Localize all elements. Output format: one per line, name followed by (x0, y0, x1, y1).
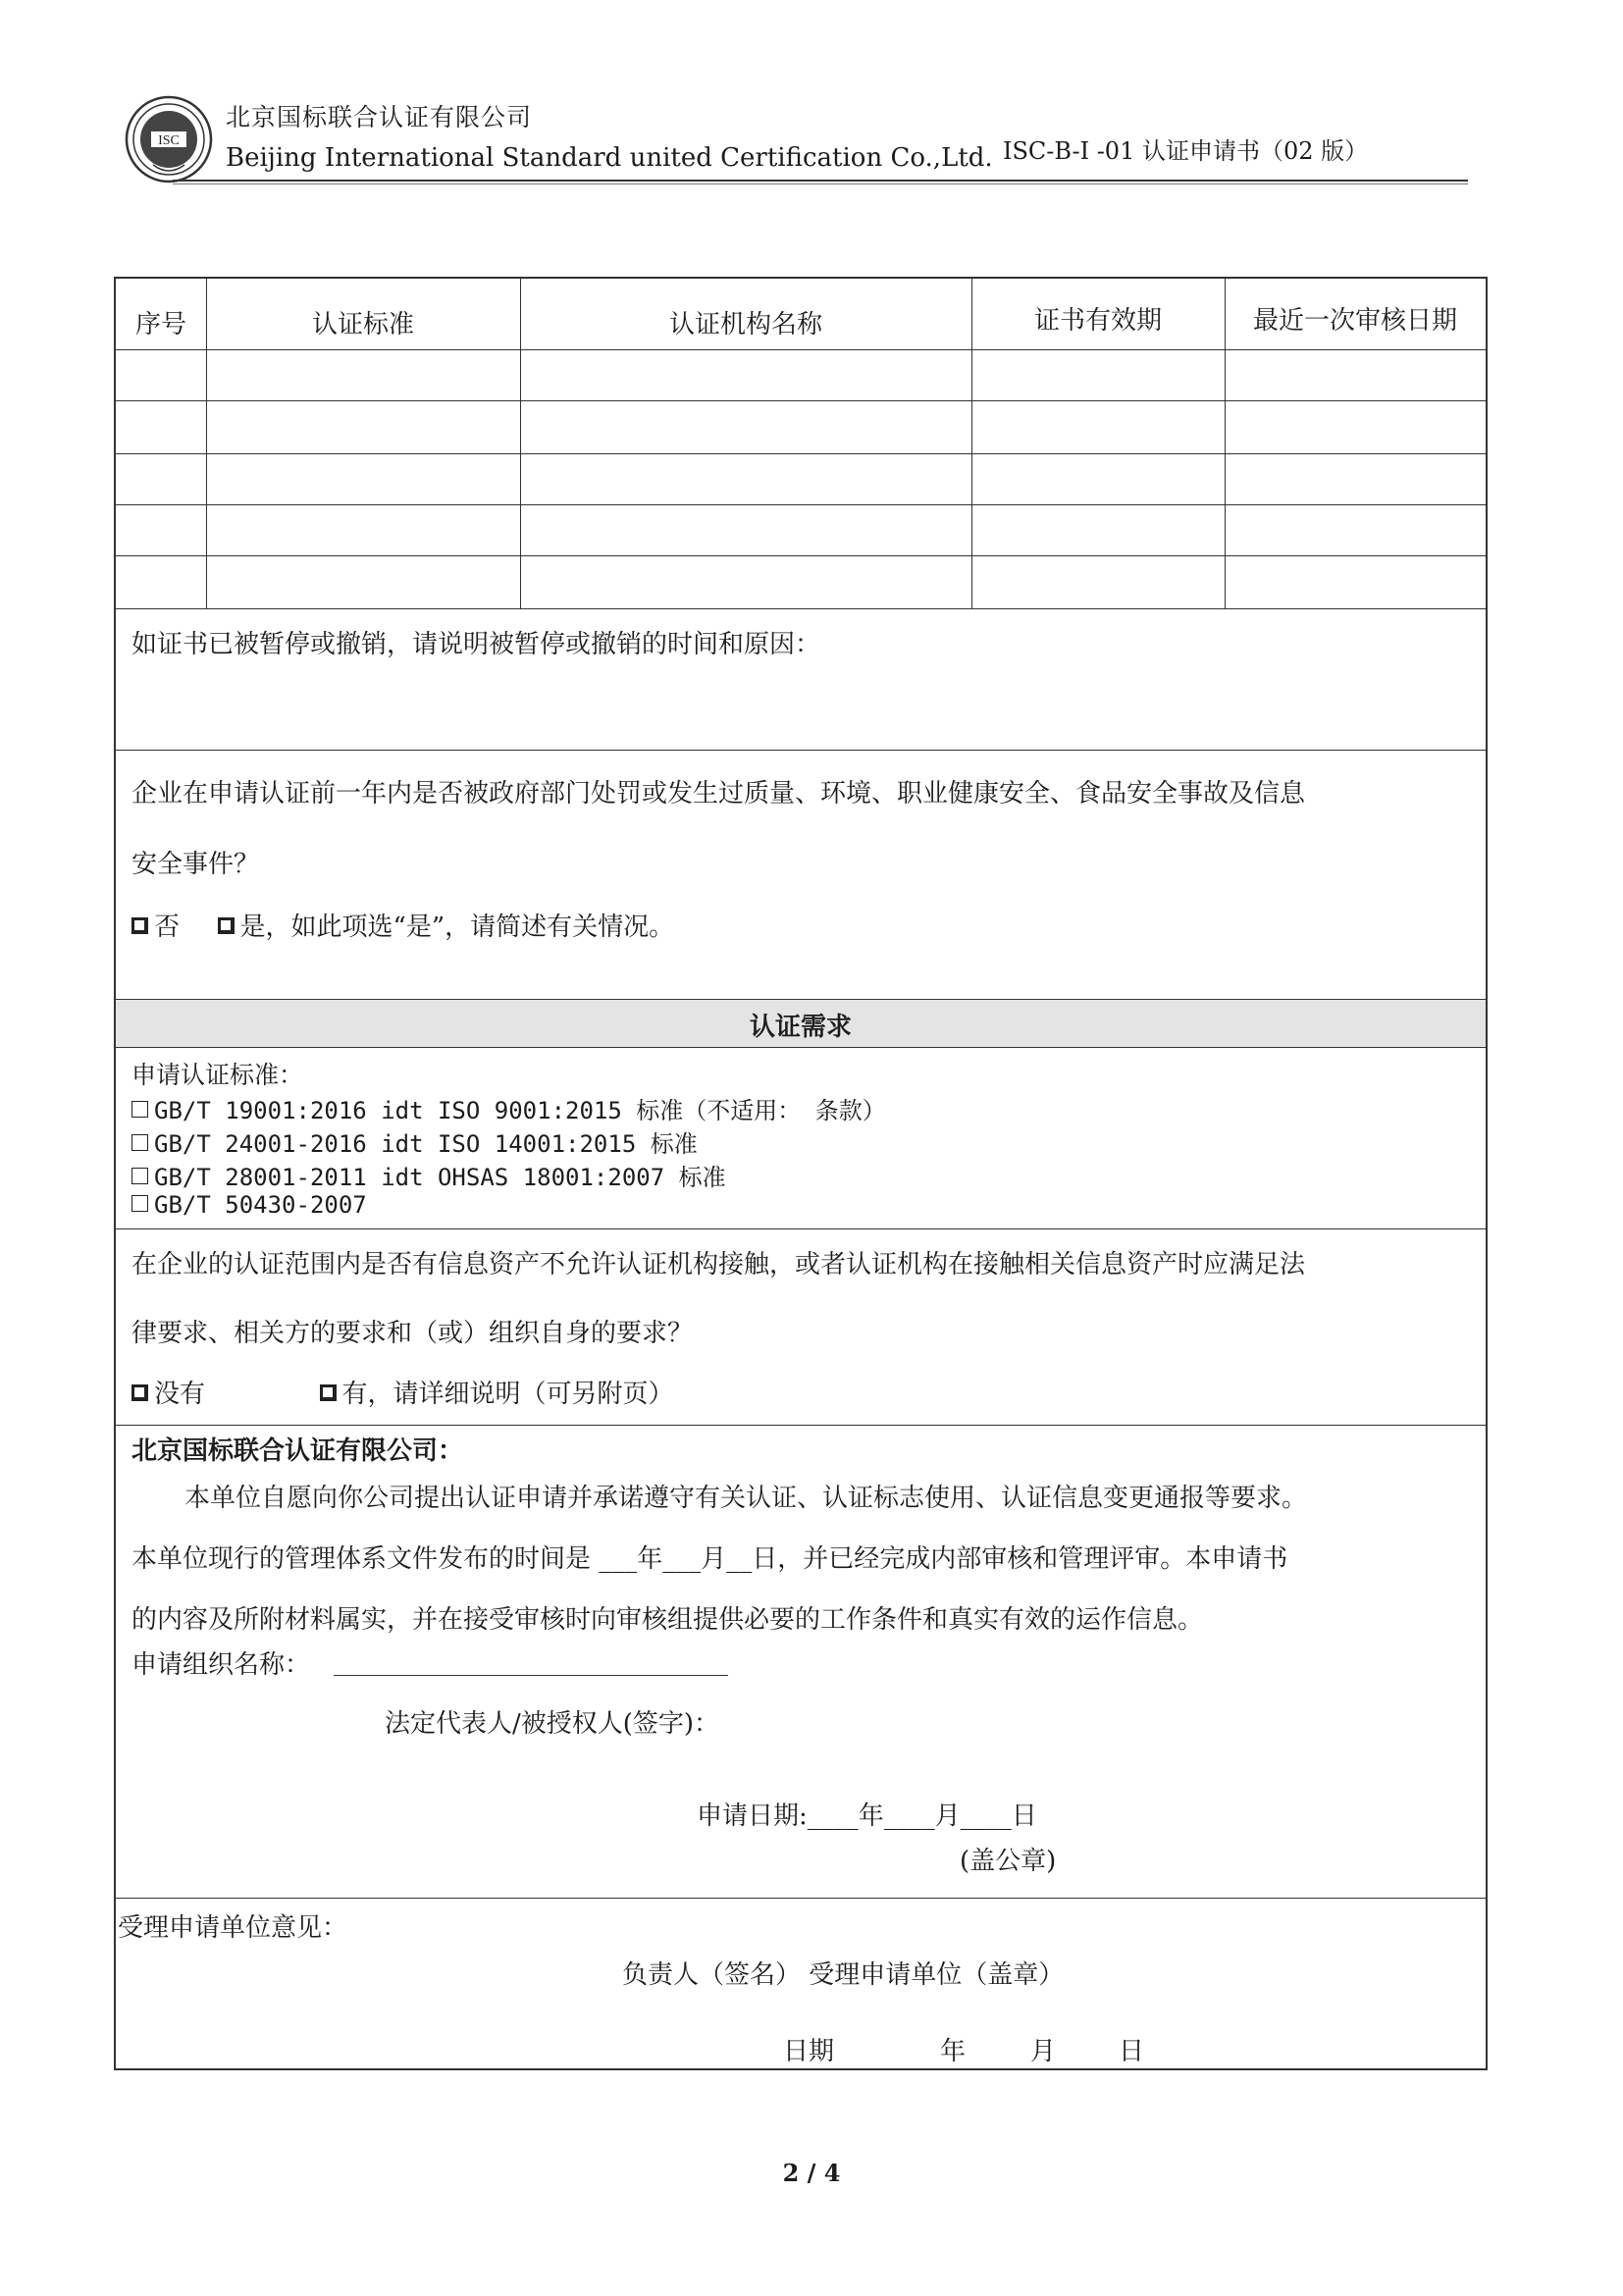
section-divider (116, 750, 1486, 751)
company-name-cn: 北京国标联合认证有限公司 (226, 103, 533, 131)
table-row-divider (116, 504, 1486, 505)
declaration-line2: 本单位现行的管理体系文件发布的时间是 ___年___月__日，并已经完成内部审核和管理评审。本申请书 (131, 1544, 1288, 1574)
section-divider (116, 1898, 1486, 1899)
acceptance-year-label: 年 (940, 2037, 967, 2066)
standard-checkbox[interactable] (131, 1134, 148, 1151)
table-row-divider (116, 453, 1486, 454)
penalty-yes-label: 是，如此项选“是”，请简述有关情况。 (239, 913, 675, 942)
column-header-body-name: 认证机构名称 (668, 310, 822, 339)
org-name-label: 申请组织名称： (131, 1650, 311, 1680)
org-name-field[interactable] (334, 1675, 728, 1676)
acceptance-date-label: 日期 (783, 2037, 835, 2066)
acceptance-month-label: 月 (1030, 2037, 1057, 2066)
info-asset-question-line2: 律要求、相关方的要求和（或）组织自身的要求？ (131, 1319, 694, 1348)
column-header-validity: 证书有效期 (1033, 306, 1162, 336)
declaration-line3: 的内容及所附材料属实，并在接受审核时向审核组提供必要的工作条件和真实有效的运作信息。 (131, 1605, 1204, 1635)
standard-checkbox[interactable] (131, 1195, 148, 1212)
table-row-divider (116, 608, 1486, 609)
logo-text: ISC (158, 133, 180, 148)
signer-label: 法定代表人/被授权人(签字)： (385, 1709, 720, 1739)
standard-option: GB/T 28001-2011 idt OHSAS 18001:2007 标准 (131, 1158, 726, 1192)
acceptance-label: 受理申请单位意见： (118, 1913, 348, 1943)
page-number: 2 / 4 (782, 2159, 841, 2187)
table-row-divider (116, 349, 1486, 350)
seal-label: (盖公章) (960, 1847, 1057, 1876)
standard-option: GB/T 50430-2007 (131, 1191, 367, 1219)
standard-option: GB/T 24001-2016 idt ISO 14001:2015 标准 (131, 1124, 698, 1159)
declaration-addressee: 北京国标联合认证有限公司： (131, 1436, 464, 1466)
info-asset-question-line1: 在企业的认证范围内是否有信息资产不允许认证机构接触，或者认证机构在接触相关信息资产时应满足法 (131, 1250, 1306, 1279)
declaration-line1: 本单位自愿向你公司提出认证申请并承诺遵守有关认证、认证标志使用、认证信息变更通报等要求。 (184, 1484, 1308, 1513)
penalty-question-line2: 安全事件？ (131, 850, 260, 879)
acceptance-sign-label: 负责人（签名） 受理申请单位（盖章） (622, 1960, 1065, 1990)
table-row-divider (116, 400, 1486, 401)
suspension-question: 如证书已被暂停或撤销，请说明被暂停或撤销的时间和原因： (131, 630, 821, 659)
penalty-options (131, 907, 674, 943)
section-divider (116, 1047, 1486, 1048)
header-rule-thin (173, 183, 1468, 184)
company-name-en: Beijing International Standard united Certification Co.,Ltd. (226, 143, 993, 173)
document-number: ISC-B-I -01 认证申请书（02 版） (1003, 137, 1369, 165)
standards-label: 申请认证标准： (131, 1061, 304, 1089)
column-header-standard: 认证标准 (311, 310, 414, 339)
penalty-yes-checkbox[interactable] (218, 917, 235, 934)
info-asset-yes-label: 有，请详细说明（可另附页） (341, 1380, 674, 1409)
certification-demand-heading: 认证需求 (749, 1013, 852, 1042)
standard-option: GB/T 19001:2016 idt ISO 9001:2015 标准（不适用： 条款） (131, 1091, 886, 1125)
penalty-no-label: 否 (154, 913, 181, 942)
column-header-seq: 序号 (134, 310, 186, 339)
info-asset-yes-checkbox[interactable] (320, 1384, 337, 1401)
section-divider (116, 1228, 1486, 1229)
application-date: 申请日期:____年____月____日 (697, 1801, 1037, 1831)
application-form (114, 277, 1488, 2070)
standard-checkbox[interactable] (131, 1101, 148, 1118)
table-row-divider (116, 555, 1486, 556)
penalty-no-checkbox[interactable] (131, 917, 148, 934)
acceptance-day-label: 日 (1119, 2037, 1145, 2066)
company-logo (124, 94, 214, 184)
column-header-last-audit: 最近一次审核日期 (1252, 306, 1457, 336)
header-rule (173, 180, 1468, 182)
info-asset-no-label: 没有 (154, 1380, 206, 1409)
info-asset-options (131, 1374, 674, 1410)
standard-checkbox[interactable] (131, 1168, 148, 1184)
section-divider (116, 1425, 1486, 1426)
info-asset-no-checkbox[interactable] (131, 1384, 148, 1401)
penalty-question-line1: 企业在申请认证前一年内是否被政府部门处罚或发生过质量、环境、职业健康安全、食品安全事故及信息 (131, 779, 1306, 809)
